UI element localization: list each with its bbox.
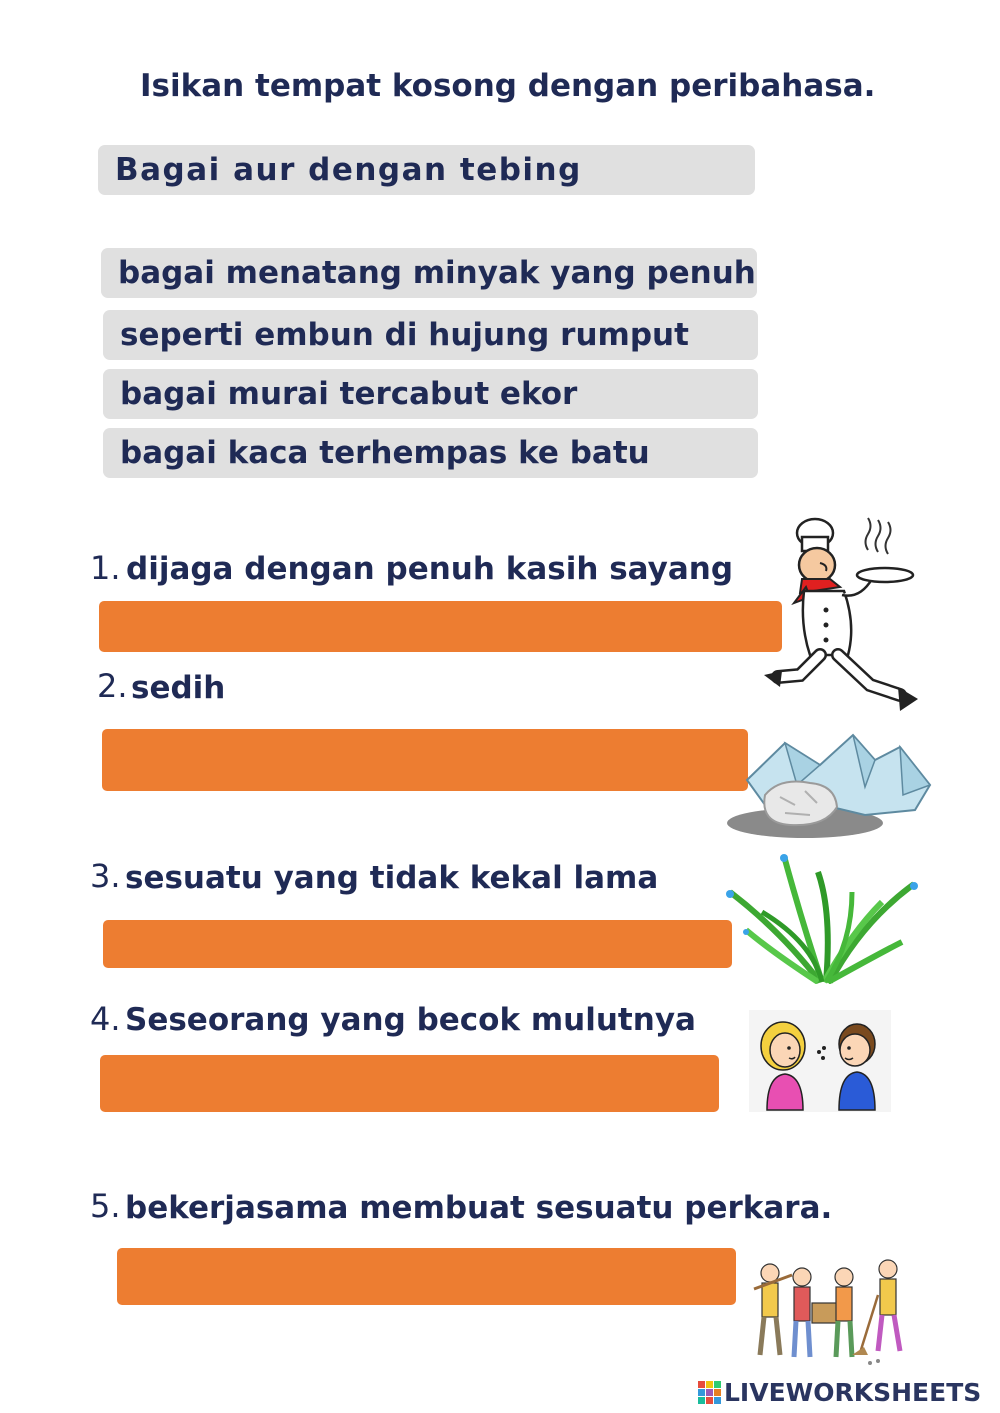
answer-1-input[interactable]	[99, 601, 782, 652]
answer-4-input[interactable]	[100, 1055, 719, 1112]
liveworksheets-logo-icon	[698, 1381, 722, 1405]
word-bank-chip-4[interactable]: bagai murai tercabut ekor	[103, 369, 758, 419]
question-3-text: sesuatu yang tidak kekal lama	[125, 860, 659, 896]
question-1-text: dijaga dengan penuh kasih sayang	[126, 551, 734, 587]
question-2-number: 2.	[97, 667, 128, 705]
question-4-text: Seseorang yang becok mulutnya	[125, 1002, 696, 1038]
people-working-together-icon	[752, 1255, 917, 1370]
liveworksheets-logo-text: LIVEWORKSHEETS	[724, 1378, 982, 1407]
word-bank-chip-2[interactable]: bagai menatang minyak yang penuh	[101, 248, 757, 298]
question-3-number: 3.	[90, 857, 121, 895]
broken-glass-rock-icon	[725, 725, 940, 840]
answer-5-input[interactable]	[117, 1248, 736, 1305]
question-5-number: 5.	[90, 1187, 121, 1225]
question-5-text: bekerjasama membuat sesuatu perkara.	[125, 1190, 833, 1226]
word-bank-chip-5[interactable]: bagai kaca terhempas ke batu	[103, 428, 758, 478]
question-4-number: 4.	[90, 1000, 121, 1038]
answer-3-input[interactable]	[103, 920, 732, 968]
liveworksheets-logo	[698, 1378, 981, 1407]
instruction-title: Isikan tempat kosong dengan peribahasa.	[140, 68, 876, 104]
question-1-number: 1.	[90, 549, 121, 587]
word-bank-chip-3[interactable]: seperti embun di hujung rumput	[103, 310, 758, 360]
chef-carrying-bowl-icon	[760, 515, 925, 720]
question-2-text: sedih	[131, 670, 226, 706]
answer-2-input[interactable]	[102, 729, 748, 791]
two-children-talking-icon	[749, 1010, 891, 1112]
grass-with-dew-icon	[722, 852, 922, 984]
word-bank-chip-1[interactable]: Bagai aur dengan tebing	[98, 145, 755, 195]
